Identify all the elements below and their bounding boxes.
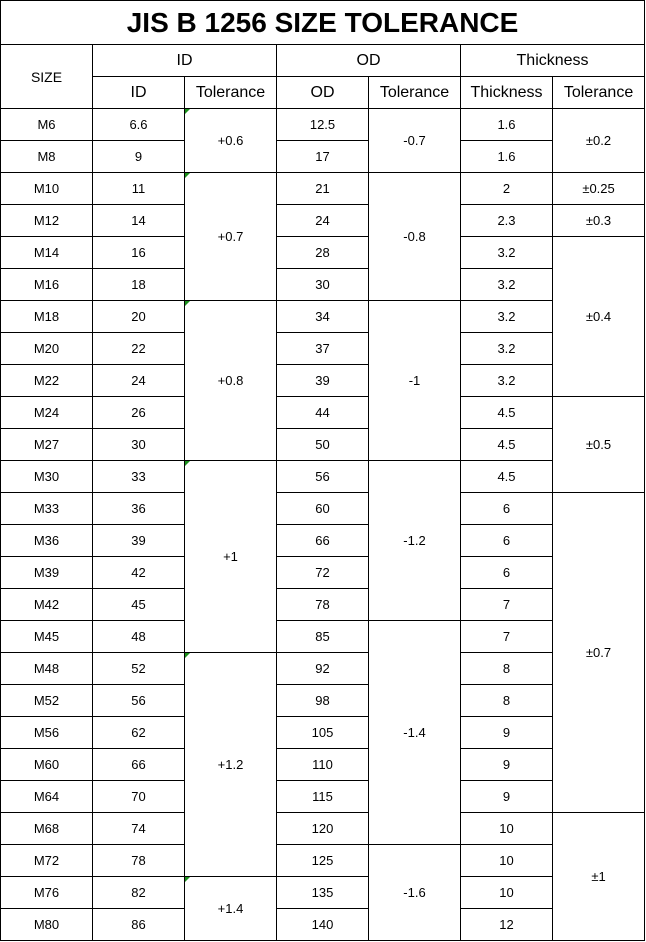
id-cell: 36 xyxy=(93,493,185,525)
od-cell: 21 xyxy=(277,173,369,205)
od-group-header: OD xyxy=(277,45,461,77)
od-cell: 60 xyxy=(277,493,369,525)
thickness-tolerance-cell: ±0.3 xyxy=(553,205,645,237)
od-cell: 115 xyxy=(277,781,369,813)
thickness-tolerance-cell: ±0.2 xyxy=(553,109,645,173)
thickness-cell: 1.6 xyxy=(461,109,553,141)
id-cell: 6.6 xyxy=(93,109,185,141)
od-cell: 120 xyxy=(277,813,369,845)
size-cell: M10 xyxy=(1,173,93,205)
id-cell: 52 xyxy=(93,653,185,685)
thickness-cell: 3.2 xyxy=(461,333,553,365)
id-cell: 78 xyxy=(93,845,185,877)
thickness-cell: 9 xyxy=(461,749,553,781)
table-row xyxy=(1,589,645,621)
id-cell: 11 xyxy=(93,173,185,205)
table-row xyxy=(1,781,645,813)
size-cell: M45 xyxy=(1,621,93,653)
od-cell: 125 xyxy=(277,845,369,877)
od-cell: 39 xyxy=(277,365,369,397)
size-cell: M42 xyxy=(1,589,93,621)
od-cell: 135 xyxy=(277,877,369,909)
table-row xyxy=(1,205,645,237)
table-row xyxy=(1,397,645,429)
thickness-cell: 6 xyxy=(461,493,553,525)
od-tolerance-cell: -1.2 xyxy=(369,461,461,621)
size-cell: M68 xyxy=(1,813,93,845)
id-cell: 16 xyxy=(93,237,185,269)
table-row xyxy=(1,493,645,525)
size-cell: M72 xyxy=(1,845,93,877)
table-row xyxy=(1,269,645,301)
od-cell: 12.5 xyxy=(277,109,369,141)
table-row xyxy=(1,909,645,941)
size-cell: M52 xyxy=(1,685,93,717)
od-cell: 56 xyxy=(277,461,369,493)
size-cell: M22 xyxy=(1,365,93,397)
size-cell: M60 xyxy=(1,749,93,781)
id-cell: 48 xyxy=(93,621,185,653)
size-cell: M30 xyxy=(1,461,93,493)
id-cell: 9 xyxy=(93,141,185,173)
id-cell: 39 xyxy=(93,525,185,557)
size-cell: M33 xyxy=(1,493,93,525)
id-cell: 24 xyxy=(93,365,185,397)
thickness-cell: 6 xyxy=(461,557,553,589)
thickness-cell: 7 xyxy=(461,589,553,621)
id-cell: 45 xyxy=(93,589,185,621)
id-tolerance-cell: +0.6 xyxy=(185,109,277,173)
thickness-cell: 7 xyxy=(461,621,553,653)
table-row xyxy=(1,845,645,877)
id-cell: 42 xyxy=(93,557,185,589)
id-cell: 62 xyxy=(93,717,185,749)
size-cell: M56 xyxy=(1,717,93,749)
table-row xyxy=(1,621,645,653)
table-row xyxy=(1,653,645,685)
od-cell: 17 xyxy=(277,141,369,173)
thickness-cell: 4.5 xyxy=(461,461,553,493)
od-cell: 98 xyxy=(277,685,369,717)
size-cell: M16 xyxy=(1,269,93,301)
od-cell: 105 xyxy=(277,717,369,749)
id-tolerance-cell: +1.2 xyxy=(185,653,277,877)
od-tolerance-header: Tolerance xyxy=(369,77,461,109)
od-tolerance-cell: -1.6 xyxy=(369,845,461,941)
thickness-cell: 3.2 xyxy=(461,365,553,397)
thickness-cell: 4.5 xyxy=(461,429,553,461)
id-header: ID xyxy=(93,77,185,109)
table-row xyxy=(1,365,645,397)
id-tolerance-cell: +0.8 xyxy=(185,301,277,461)
od-cell: 66 xyxy=(277,525,369,557)
od-cell: 72 xyxy=(277,557,369,589)
od-cell: 92 xyxy=(277,653,369,685)
od-tolerance-cell: -1 xyxy=(369,301,461,461)
size-cell: M14 xyxy=(1,237,93,269)
table-row xyxy=(1,685,645,717)
thickness-cell: 10 xyxy=(461,877,553,909)
table-row xyxy=(1,109,645,141)
od-cell: 37 xyxy=(277,333,369,365)
table-row xyxy=(1,301,645,333)
table-row xyxy=(1,813,645,845)
size-cell: M6 xyxy=(1,109,93,141)
id-cell: 56 xyxy=(93,685,185,717)
id-tolerance-cell: +1 xyxy=(185,461,277,653)
thickness-cell: 12 xyxy=(461,909,553,941)
id-cell: 20 xyxy=(93,301,185,333)
size-cell: M48 xyxy=(1,653,93,685)
thickness-cell: 9 xyxy=(461,781,553,813)
thickness-cell: 8 xyxy=(461,653,553,685)
thickness-cell: 6 xyxy=(461,525,553,557)
id-cell: 33 xyxy=(93,461,185,493)
thickness-cell: 2.3 xyxy=(461,205,553,237)
table-title: JIS B 1256 SIZE TOLERANCE xyxy=(1,1,645,45)
thickness-group-header: Thickness xyxy=(461,45,645,77)
table-row xyxy=(1,557,645,589)
id-cell: 18 xyxy=(93,269,185,301)
thickness-cell: 8 xyxy=(461,685,553,717)
id-cell: 22 xyxy=(93,333,185,365)
table-row xyxy=(1,429,645,461)
thickness-cell: 1.6 xyxy=(461,141,553,173)
thickness-cell: 3.2 xyxy=(461,301,553,333)
thickness-cell: 3.2 xyxy=(461,237,553,269)
od-cell: 30 xyxy=(277,269,369,301)
id-tolerance-cell: +1.4 xyxy=(185,877,277,941)
thickness-cell: 3.2 xyxy=(461,269,553,301)
od-cell: 34 xyxy=(277,301,369,333)
id-cell: 86 xyxy=(93,909,185,941)
table-row xyxy=(1,525,645,557)
od-cell: 85 xyxy=(277,621,369,653)
size-cell: M80 xyxy=(1,909,93,941)
table-row xyxy=(1,877,645,909)
size-cell: M20 xyxy=(1,333,93,365)
id-cell: 66 xyxy=(93,749,185,781)
size-cell: M39 xyxy=(1,557,93,589)
size-cell: M76 xyxy=(1,877,93,909)
id-tolerance-cell: +0.7 xyxy=(185,173,277,301)
table-row xyxy=(1,333,645,365)
size-cell: M24 xyxy=(1,397,93,429)
thickness-tolerance-cell: ±0.25 xyxy=(553,173,645,205)
id-cell: 26 xyxy=(93,397,185,429)
table-row xyxy=(1,141,645,173)
od-cell: 50 xyxy=(277,429,369,461)
thickness-cell: 9 xyxy=(461,717,553,749)
table-row xyxy=(1,749,645,781)
id-cell: 74 xyxy=(93,813,185,845)
od-cell: 78 xyxy=(277,589,369,621)
thickness-header: Thickness xyxy=(461,77,553,109)
thickness-cell: 4.5 xyxy=(461,397,553,429)
thickness-tolerance-cell: ±1 xyxy=(553,813,645,941)
id-group-header: ID xyxy=(93,45,277,77)
id-tolerance-header: Tolerance xyxy=(185,77,277,109)
od-tolerance-cell: -1.4 xyxy=(369,621,461,845)
id-cell: 30 xyxy=(93,429,185,461)
size-cell: M36 xyxy=(1,525,93,557)
size-cell: M12 xyxy=(1,205,93,237)
size-cell: M18 xyxy=(1,301,93,333)
size-cell: M64 xyxy=(1,781,93,813)
table-row xyxy=(1,461,645,493)
od-cell: 140 xyxy=(277,909,369,941)
od-header: OD xyxy=(277,77,369,109)
size-cell: M27 xyxy=(1,429,93,461)
size-header: SIZE xyxy=(1,45,93,109)
thickness-tolerance-cell: ±0.5 xyxy=(553,397,645,493)
table-row xyxy=(1,237,645,269)
thickness-tolerance-cell: ±0.4 xyxy=(553,237,645,397)
id-cell: 14 xyxy=(93,205,185,237)
thickness-tolerance-header: Tolerance xyxy=(553,77,645,109)
od-cell: 24 xyxy=(277,205,369,237)
size-cell: M8 xyxy=(1,141,93,173)
id-cell: 70 xyxy=(93,781,185,813)
thickness-cell: 2 xyxy=(461,173,553,205)
table-row xyxy=(1,717,645,749)
od-tolerance-cell: -0.7 xyxy=(369,109,461,173)
table-row xyxy=(1,173,645,205)
thickness-cell: 10 xyxy=(461,813,553,845)
thickness-tolerance-cell: ±0.7 xyxy=(553,493,645,813)
od-cell: 110 xyxy=(277,749,369,781)
od-cell: 44 xyxy=(277,397,369,429)
od-cell: 28 xyxy=(277,237,369,269)
od-tolerance-cell: -0.8 xyxy=(369,173,461,301)
id-cell: 82 xyxy=(93,877,185,909)
thickness-cell: 10 xyxy=(461,845,553,877)
